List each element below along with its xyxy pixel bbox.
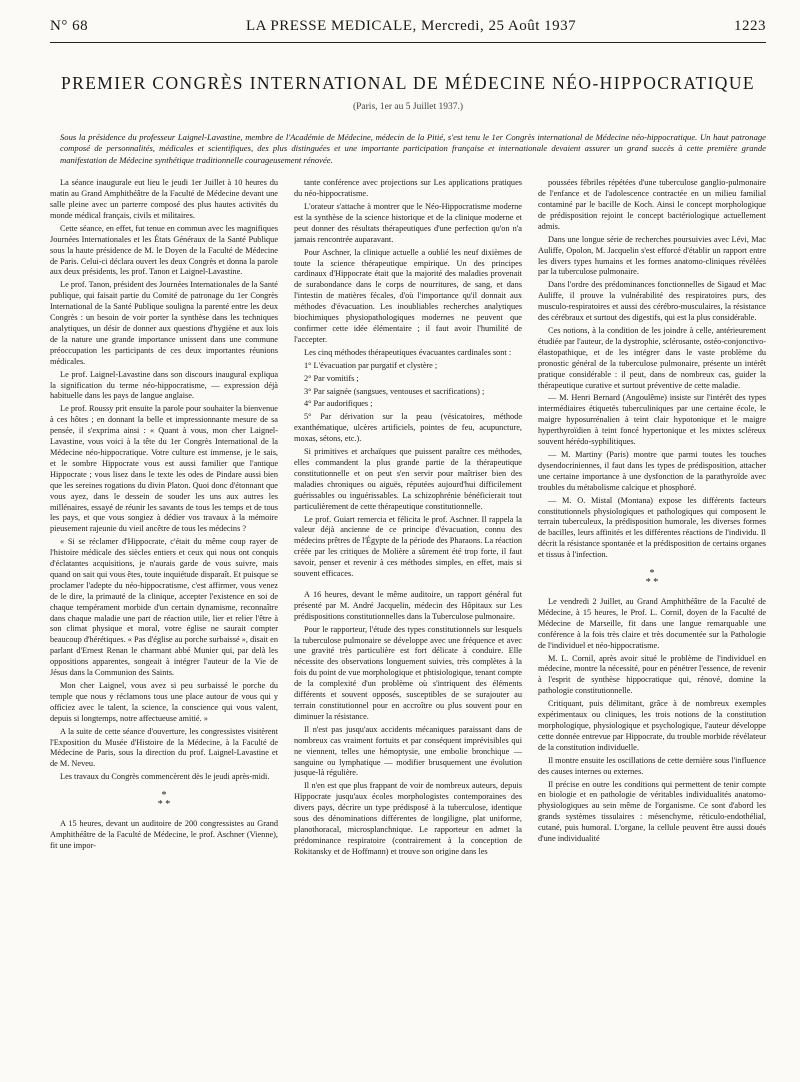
list-item: 2° Par vomitifs ; — [304, 373, 359, 383]
spacer — [294, 582, 522, 590]
section-separator: * * * — [157, 790, 171, 811]
paragraph: Critiquant, puis délimitant, grâce à de nombreux exemples expérimentaux ou cliniques, les trois notions de la constitution morphologique, physiologique et psychologique, l'auteur développe cette donnée entrevue par Hippocrate, du trouble morbide révélateur de la constitution individuelle. — [538, 699, 766, 752]
paragraph: Les travaux du Congrès commencèrent dès le jeudi après-midi. — [60, 772, 270, 782]
paragraph: Il montre ensuite les oscillations de cette dernière sous l'influence des causes internes ou externes. — [538, 755, 766, 776]
paragraph: poussées fébriles répétées d'une tuberculose ganglio-pulmonaire de l'enfance et de l'adolescence contractée en un milieu familial contaminé par le bacille de Koch. Ainsi le concept morphologique de prédisposition rejoint le concept bactériologique actuellement admis. — [538, 178, 766, 231]
paragraph: Il précise en outre les conditions qui permettent de tenir compte en biologie et en pathologie de véritables individualités anatomo-physiologiques au sein même de l'organisme. Ce sont d'abord les grands systèmes tissulaires : mésenchyme, réticulo-endothélial, cutané, puis humoral. L'organe, la cellule peuvent être aussi doués d'une individualité — [538, 779, 766, 844]
list-item: 5° Par dérivation sur la peau (vésicatoires, méthode exanthématique, ulcères artificiels, pointes de feu, acupuncture, moxas, sétons, etc.). — [294, 412, 522, 444]
paragraph: Le prof. Tanon, président des Journées Internationales de la Santé publique, qui faisait partie du Comité de patronage du 1er Congrès International de la Santé Publique soulignа la parenté entre les deux Congrès : un besoin de voir porter la synthèse dans les techniques analytiques, un désir de donner aux questions d'hygiène et aux lois de la nature une grande importance unissent dans une commune préoccupation les participants de ces deux importantes réunions médicales. — [50, 280, 278, 366]
paragraph: La séance inaugurale eut lieu le jeudi 1er Juillet à 10 heures du matin au Grand Amphithéâtre de la Faculté de Médecine devant une salle pleine avec un parterre composé des plus hautes activités du monde médical français, civils et militaires. — [50, 178, 278, 220]
paragraph: Si primitives et archaïques que puissent paraître ces méthodes, elles commandent la plus grande partie de la thérapeutique constitutionnelle et on peut s'en servir pour maîtriser bien des maladies chroniques ou aiguës, réputées aujourd'hui difficilement guérissables ou inguérissables. La schizophrénie bénéficierait tout particulièrement de cette thérapeutique constitutionnelle. — [294, 447, 522, 511]
header-rule — [50, 42, 766, 43]
paragraph: Il n'en est que plus frappant de voir de nombreux auteurs, depuis Hippocrate jusqu'aux écoles morphologistes contemporaines des divers pays, décrire un type prédisposé à la tuberculose, identique sous des dénominations différentes de longiligne, plat uniforme, planothoracal, microsplanchnique. Le rapporteur en admet la prédominance respiratoire (contrairement à la conception de Rokitansky et de Hoffmann) et trouve son origine dans les — [294, 781, 522, 856]
paragraph: — M. Henri Bernard (Angoulême) insiste sur l'intérêt des types intermédiaires étiquetés tuberculiniques par une certaine école, le maigre hyposurrénalien à teint clair hypotonique et le maigre hyperthyroïdien à teint foncé hypertonique et les mixtes scléreux souvent hérédo-syphilitiques. — [538, 393, 766, 447]
article-body — [50, 178, 766, 1058]
paragraph: Le prof. Laignel-Lavastine dans son discours inaugural expliqua la signification du terme néo-hippocratisme, — expression déjà habituelle dans les pays de langue anglaise. — [50, 369, 278, 401]
paragraph: Les cinq méthodes thérapeutiques évacuantes cardinales sont : — [304, 347, 512, 357]
paragraph: Mon cher Laignel, vous avez si peu surbaissé le porche du temple que nous y réclamons tous une place autour de vous qui y officiez avec le talent, la science, la conscience qui vous valent, depuis si longtemps, notre affectueuse amitié. » — [50, 681, 278, 723]
column-1 — [50, 178, 278, 1058]
paragraph: Ces notions, à la condition de les joindre à celle, antérieurement étudiée par l'auteur, de la dystrophie, sclérosante, ostéo-conjonctivo-élastopathique, et de les intégrer dans le vaste problème du pronostic général de la tuberculose pulmonaire, présente un intérêt pratique considérable : il peut, dans de nombreux cas, guider la thérapeutique curative et surtout préventive de cette maladie. — [538, 326, 766, 390]
article-subtitle: (Paris, 1er au 5 Juillet 1937.) — [352, 102, 464, 112]
paragraph: Pour le rapporteur, l'étude des types constitutionnels sur lesquels la tuberculose pulmonaire se développe avec une fréquence et avec une gravité très particulière est fort délicate à conduire. Elle nécessite des observations longuement suivies, très complètes à la fois du point de vue morphologique et phtisiologique, tenant compte de la complexité d'un problème où s'intriquent des éléments différents et souvent opposés, susceptibles de se surajouter au terrain constitutionnel pour en accroître ou plus souvent pour en diminuer la résistance. — [294, 624, 522, 721]
list-item: 3° Par saignée (sangsues, ventouses et sacrifications) ; — [304, 386, 485, 396]
list-item: 4° Par audorifiques ; — [304, 399, 373, 409]
paragraph: Cette séance, en effet, fut tenue en commun avec les magnifiques Journées Internationales et les États Généraux de la Santé Publique sous la haute présidence de M. le Doyen de la Faculté de Médecine de Paris. Celui-ci déclara ouvert les deux Congrès et donna la parole aux deux présidents, les prof. Tanon et Laignel-Lavastine. — [50, 223, 278, 277]
column-3 — [538, 178, 766, 1058]
paragraph: Pour Aschner, la clinique actuelle a oublié les neuf dixièmes de toute la science thérapeutique empirique. Un des principes cardinaux d'Hippocrate était que la majorité des maladies provenait de surabondance dans le corps de nourritures, de sang, et dans l'intestin de matières fécales, d'où l'importance qu'il donnait aux méthodes d'évacuation. Les inoubliables recherches analytiques biochimiques physiopathologiques modernes ne peuvent que confirmer cette idée élémentaire ; il faut avoir l'humilité de l'accepter. — [294, 247, 522, 344]
paragraph: Il n'est pas jusqu'aux accidents mécaniques paraissant dans de nombreux cas vraiment fortuits et par conséquent imprévisibles qui ne viennent, telles une hémoptysie, une embolie bronchique — sanguine ou lymphatique — modifier brusquement une évolution jusque-là régulière. — [294, 724, 522, 778]
paragraph: Le prof. Guiart remercia et félicita le prof. Aschner. Il rappela la valeur déjà ancienne de ce principe d'évacuation, connu des médecins prêtres de l'Égypte de la période des Pharaons. La réaction créée par les critiques de Molière a sûrement été trop forte, il faut savoir, penser et revenir à ces méthodes simples, en effet, mais si souvent efficaces. — [294, 514, 522, 579]
paragraph: Le prof. Roussy prit ensuite la parole pour souhaiter la bienvenue à ces hôtes ; en donnant la belle et impressionnante mesure de sa pensée, il s'exprima ainsi : « Quant à vous, mon cher Laignel-Lavastine, vous voici à la tête du 1er Congrès International de la Médecine néo-hippocratique. Votre culture est immense, je le sais, et le sombre Hippocrate vous est aussi familier que l'antique Hippocrate ; vous lisez dans le texte les odes de Pindare aussi bien que les sereines rogations du divin Platon. Quoi donc d'étonnant que vous ayez, dans le dessein de souder les uns aux autres les millénaires, essayé de réunir les savants de tous les temps et de tous les pays, et que vous songiez à dédier vos travaux à la mémoire pieusement rajeunie du vieil ancêtre de tous les médecins ? — [50, 404, 278, 534]
section-separator: * * * — [645, 568, 659, 589]
paragraph: A la suite de cette séance d'ouverture, les congressistes visitèrent l'Exposition du Musée d'Histoire de la Médecine, à la Faculté de Médecine de Paris, sous la direction du prof. Laignel-Lavastine et de M. Neveu. — [50, 726, 278, 769]
paragraph: M. L. Cornil, après avoir situé le problème de l'individuel en médecine, montre la nécessité, pour en pénétrer l'essence, de revenir à l'esprit de synthèse hippocratique qui, rénové, domine la pathologie constitutionnelle. — [538, 653, 766, 696]
paragraph: Dans l'ordre des prédominances fonctionnelles de Sigaud et Mac Auliffe, il prouve la vulnérabilité des respiratoires purs, des musculo-respiratoires et aussi des cérébro-musculaires, la résistance des cérébraux et surtout des digestifs, qui est la plus considérable. — [538, 280, 766, 323]
list-item: 1° L'évacuation par purgatif et clystère ; — [304, 360, 438, 370]
paragraph: L'orateur s'attache à montrer que le Néo-Hippocratisme moderne est la synthèse de la science historique et de la clinique moderne et peut donner des résultats thérapeutiques d'une perfection qu'on n'a jamais rencontrée auparavant. — [294, 202, 522, 244]
paragraph: A 16 heures, devant le même auditoire, un rapport général fut présenté par M. André Jacquelin, médecin des Hôpitaux sur Les prédispositions constitutionnelles dans la Tuberculose pulmonaire. — [294, 589, 522, 621]
paragraph: A 15 heures, devant un auditoire de 200 congressistes au Grand Amphithéâtre de la Faculté de Médecine, le prof. Aschner (Vienne), fit une impor- — [50, 819, 278, 850]
paragraph: « Si se réclamer d'Hippocrate, c'était du même coup rayer de l'histoire médicale des siècles entiers et ceux qui nous ont conquis d'éclatantes acquisitions, je n'aurais garde de vous suivre, mais quand on sait qui vous êtes, toute inquiétude disparaît. Et puisque se proclamer l'adepte du néo-hippocratisme, c'est affirmer, vous venez de le dire, la primauté de la clinique, accepter l'existence en soi de chaque tempérament morbide d'un certain dynamisme, reconnaître dans chaque maladie une part de réaction utile, lier et relier l'être à son climat physique et moral, votre église ne saurait compter beaucoup d'hérétiques. « Pas d'église au porche surbaissé », disait en parlant d'Ernest Renan le charmant abbé Munier qui, par delà les oppositions apparentes, songeait à intégrer l'auteur de la Vie de Jésus dans la Communion des Saints. — [50, 537, 278, 678]
paragraph: — M. O. Mistal (Montana) expose les différents facteurs constitutionnels physiologiques et pathologiques qui composent le terrain tuberculeux, la prédisposition humorale, les diverses formes de bacilles, leurs affinités et les différentes réactions de l'individu. Il décrit la résistance spontanée et la prédisposition de certains organes et tissus à l'infection. — [538, 495, 766, 560]
journal-title: LA PRESSE MEDICALE, Mercredi, 25 Août 1937 — [245, 18, 577, 34]
column-2 — [294, 178, 522, 1058]
page-number: 1223 — [734, 18, 766, 34]
paragraph: Dans une longue série de recherches poursuivies avec Lévi, Mac Auliffe, Opolon, M. Jacquelin s'est efforcé d'établir un rapport entre les divers types humains et les formes anatomo-cliniques révélées par la tuberculose pulmonaire. — [538, 234, 766, 277]
masthead — [50, 18, 766, 38]
issue-number: N° 68 — [50, 18, 89, 34]
article-title: PREMIER CONGRÈS INTERNATIONAL DE MÉDECINE NÉO-HIPPOCRATIQUE — [61, 73, 755, 93]
paragraph: — M. Martiny (Paris) montre que parmi toutes les touches dysendocriniennes, il faut dans les types de prédisposition, attacher une certaine importance à une dysfonction de la parathyroïde avec troubles du métabolisme calcique et phosphoré. — [538, 449, 766, 492]
paragraph: tante conférence avec projections sur Les applications pratiques du néo-hippocratisme. — [294, 178, 522, 199]
article-intro: Sous la présidence du professeur Laignel-Lavastine, membre de l'Académie de Médecine, médecin de la Pitié, s'est tenu le 1er Congrès international de Médecine néo-hippocratique. Un haut patronage composé de personnalités, médicales et scientifiques, des plus distinguées et une importante participation française et internationale devaient assurer un grand succès à cette première grande manifestation de Médecine synthétique traditionnelle courageusement rénovée. — [60, 132, 766, 165]
paragraph: Le vendredi 2 Juillet, au Grand Amphithéâtre de la Faculté de Médecine, à 15 heures, le Prof. L. Cornil, doyen de la Faculté de Médecine de Marseille, fit dans une langue remarquable une conférence à la fois très claire et très documentée sur la Pathologie de l'individuel et néo-hippocratisme. — [538, 597, 766, 650]
